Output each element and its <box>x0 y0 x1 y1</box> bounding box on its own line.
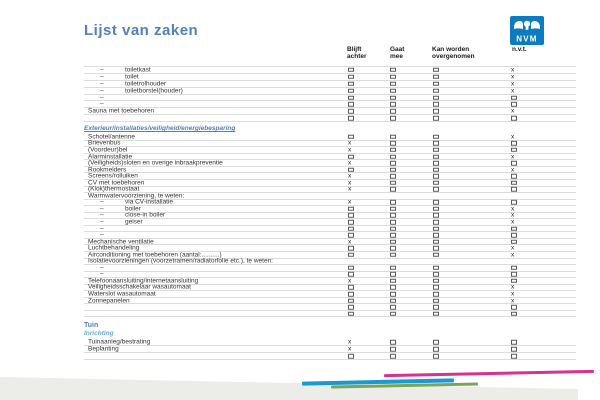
column-header-gaat-mee: Gaat mee <box>390 46 405 60</box>
checkbox[interactable] <box>390 75 396 80</box>
section-rows <box>84 66 576 122</box>
checkbox[interactable] <box>348 167 354 172</box>
section-header: Exterieur/installaties/veiligheid/energiebesparing <box>84 125 236 133</box>
checkbox[interactable] <box>433 187 439 192</box>
checkbox[interactable] <box>390 233 396 238</box>
checkbox[interactable] <box>348 252 354 257</box>
checkbox[interactable] <box>511 279 517 284</box>
checkbox[interactable] <box>390 116 396 121</box>
checkbox[interactable] <box>390 305 396 310</box>
checkbox[interactable] <box>348 292 354 297</box>
table <box>84 66 576 360</box>
checkbox[interactable] <box>511 311 517 316</box>
checkbox[interactable] <box>390 354 396 359</box>
table-row <box>84 101 576 108</box>
checkbox[interactable] <box>511 266 517 271</box>
row-dash: – <box>100 80 104 88</box>
row-label: CV met toebehoren <box>88 179 145 187</box>
checkbox[interactable] <box>348 354 354 359</box>
row-label: Luchtbehandeling <box>88 244 140 252</box>
checkbox[interactable] <box>348 135 354 140</box>
checkbox[interactable] <box>390 272 396 277</box>
checkbox[interactable] <box>348 246 354 251</box>
row-dash: – <box>100 100 104 108</box>
checkbox-x-mark[interactable]: x <box>511 73 515 81</box>
checkbox-x-mark[interactable]: x <box>511 297 515 305</box>
row-label: (Klok)thermostaat <box>88 185 140 193</box>
table-row <box>84 311 576 318</box>
row-label: geiser <box>125 218 143 226</box>
checkbox-x-mark[interactable]: x <box>511 244 515 252</box>
row-label: toilet <box>125 73 139 81</box>
checkbox[interactable] <box>390 167 396 172</box>
table-row <box>84 95 576 102</box>
checkbox-x-mark[interactable]: x <box>348 172 352 180</box>
row-label: toiletrolhouder <box>125 80 167 88</box>
row-label: via CV-installatie <box>125 198 174 206</box>
checkbox[interactable] <box>390 340 396 345</box>
table-row <box>84 108 576 115</box>
checkbox[interactable] <box>348 75 354 80</box>
checkbox[interactable] <box>433 252 439 257</box>
checkbox[interactable] <box>390 154 396 159</box>
checkbox[interactable] <box>348 305 354 310</box>
checkbox-x-mark[interactable]: x <box>348 338 352 346</box>
checkbox[interactable] <box>348 116 354 121</box>
row-label: Warmwatervoorziening, te weten: <box>88 192 185 200</box>
checkbox[interactable] <box>433 180 439 185</box>
checkbox[interactable] <box>390 109 396 114</box>
checkbox[interactable] <box>511 95 517 100</box>
checkbox[interactable] <box>390 347 396 352</box>
checkbox[interactable] <box>433 207 439 212</box>
checkbox[interactable] <box>433 292 439 297</box>
checkbox[interactable] <box>433 354 439 359</box>
checkbox[interactable] <box>390 180 396 185</box>
checkbox[interactable] <box>433 88 439 93</box>
checkbox[interactable] <box>390 161 396 166</box>
checkbox[interactable] <box>348 233 354 238</box>
checkbox[interactable] <box>390 252 396 257</box>
checkbox[interactable] <box>433 95 439 100</box>
row-label: (Voordeur)bel <box>88 146 128 154</box>
checkbox[interactable] <box>511 354 517 359</box>
checkbox[interactable] <box>511 340 517 345</box>
row-label: toiletborstel(houder) <box>125 87 183 95</box>
row-label: Telefoonaansluiting/internetaansluiting <box>88 277 199 285</box>
checkbox[interactable] <box>390 102 396 107</box>
checkbox[interactable] <box>390 88 396 93</box>
row-label: (Veiligheids)sloten en overige inbraakpreventie <box>88 159 223 167</box>
checkbox[interactable] <box>511 141 517 146</box>
checkbox[interactable] <box>390 148 396 153</box>
checkbox[interactable] <box>433 102 439 107</box>
checkbox-x-mark[interactable]: x <box>511 166 515 174</box>
checkbox[interactable] <box>433 174 439 179</box>
checkbox[interactable] <box>433 285 439 290</box>
table-row <box>84 115 576 122</box>
checkbox[interactable] <box>511 174 517 179</box>
checkbox[interactable] <box>348 226 354 231</box>
checkbox[interactable] <box>511 226 517 231</box>
row-label: toiletkast <box>125 66 151 74</box>
checkbox[interactable] <box>433 161 439 166</box>
checkbox[interactable] <box>348 285 354 290</box>
checkbox[interactable] <box>433 68 439 73</box>
checkbox[interactable] <box>433 239 439 244</box>
row-dash: – <box>100 66 104 74</box>
checkbox[interactable] <box>348 220 354 225</box>
row-label: Beplanting <box>88 345 119 353</box>
section-rows <box>84 134 576 317</box>
table-section <box>84 322 576 360</box>
checkbox[interactable] <box>433 266 439 271</box>
checkbox[interactable] <box>433 167 439 172</box>
checkbox-x-mark[interactable]: x <box>348 345 352 353</box>
checkbox[interactable] <box>390 220 396 225</box>
checkbox[interactable] <box>433 75 439 80</box>
row-label: Sauna met toebehoren <box>88 107 155 115</box>
checkbox[interactable] <box>511 272 517 277</box>
checkbox-x-mark[interactable]: x <box>511 80 515 88</box>
checkbox[interactable] <box>511 305 517 310</box>
checkbox[interactable] <box>390 279 396 284</box>
page-title: Lijst van zaken <box>84 22 199 39</box>
checkbox[interactable] <box>433 311 439 316</box>
table-section <box>84 125 576 317</box>
table-row <box>84 67 576 74</box>
checkbox[interactable] <box>433 305 439 310</box>
checkbox[interactable] <box>390 95 396 100</box>
checkbox-x-mark[interactable]: x <box>348 185 352 193</box>
row-label: Mechanische ventilatie <box>88 238 154 246</box>
table-section <box>84 66 576 122</box>
checkbox[interactable] <box>348 95 354 100</box>
checkbox[interactable] <box>390 239 396 244</box>
checkbox[interactable] <box>348 154 354 159</box>
row-dash: – <box>100 73 104 81</box>
checkbox-x-mark[interactable]: x <box>348 277 352 285</box>
checkbox-x-mark[interactable]: x <box>511 107 515 115</box>
row-dash: – <box>100 94 104 101</box>
checkbox[interactable] <box>348 266 354 271</box>
checkbox-x-mark[interactable]: x <box>511 218 515 226</box>
checkbox[interactable] <box>433 213 439 218</box>
checkbox[interactable] <box>433 220 439 225</box>
checkbox[interactable] <box>348 81 354 86</box>
checkbox[interactable] <box>433 148 439 153</box>
column-header-blijft-achter: Blijft achter <box>347 46 367 60</box>
checkbox[interactable] <box>433 116 439 121</box>
checkbox[interactable] <box>390 292 396 297</box>
row-label: Tuinaanleg/bestrating <box>88 338 151 346</box>
checkbox[interactable] <box>390 213 396 218</box>
row-label: Veiligheidsschakelaar wasautomaat <box>88 283 191 291</box>
row-label: Isolatievoorzieningen (voorzetramen/radiatorfolie etc.), te weten: <box>88 257 273 265</box>
row-label: Schotel/antenne <box>88 133 135 141</box>
checkbox[interactable] <box>348 102 354 107</box>
row-dash: – <box>100 211 104 219</box>
checkbox[interactable] <box>433 298 439 303</box>
row-label: Airconditioning met toebehoren (aantal:..........) <box>88 251 222 259</box>
checkbox[interactable] <box>433 233 439 238</box>
checkbox[interactable] <box>433 141 439 146</box>
checkbox[interactable] <box>348 207 354 212</box>
checkbox[interactable] <box>433 81 439 86</box>
checkbox[interactable] <box>390 298 396 303</box>
checkbox[interactable] <box>511 116 517 121</box>
section-header: Tuin <box>84 322 99 330</box>
table-row <box>84 88 576 95</box>
checkbox[interactable] <box>348 311 354 316</box>
row-dash: – <box>100 270 104 278</box>
checkbox[interactable] <box>511 233 517 238</box>
checkbox-x-mark[interactable]: x <box>348 238 352 246</box>
checkbox[interactable] <box>390 207 396 212</box>
checkbox-x-mark[interactable]: x <box>348 198 352 206</box>
checkbox[interactable] <box>511 161 517 166</box>
row-label: boiler <box>125 205 141 213</box>
checkbox[interactable] <box>433 135 439 140</box>
checkbox[interactable] <box>348 68 354 73</box>
checkbox[interactable] <box>390 200 396 205</box>
row-label: Waterslot wasautomaat <box>88 290 156 298</box>
checkbox-x-mark[interactable]: x <box>511 153 515 161</box>
checkbox[interactable] <box>433 246 439 251</box>
row-label: Screens/rolluiken <box>88 172 138 180</box>
table-row <box>84 346 576 353</box>
checkbox[interactable] <box>390 81 396 86</box>
checkbox[interactable] <box>433 109 439 114</box>
checkbox[interactable] <box>348 213 354 218</box>
table-row <box>84 353 576 360</box>
table-row <box>84 339 576 346</box>
checkbox-x-mark[interactable]: x <box>348 146 352 154</box>
checkbox[interactable] <box>433 347 439 352</box>
checkbox-x-mark[interactable]: x <box>348 139 352 147</box>
checkbox[interactable] <box>511 347 517 352</box>
checkbox[interactable] <box>390 246 396 251</box>
row-dash: – <box>100 264 104 272</box>
row-label: Alarminstallatie <box>88 153 133 161</box>
checkbox[interactable] <box>348 298 354 303</box>
checkbox[interactable] <box>433 340 439 345</box>
row-dash: – <box>100 198 104 206</box>
checkbox[interactable] <box>433 154 439 159</box>
checkbox[interactable] <box>511 239 517 244</box>
checkbox[interactable] <box>433 279 439 284</box>
row-label: Zonnepanelen <box>88 297 130 305</box>
checkbox[interactable] <box>390 68 396 73</box>
checkbox-x-mark[interactable]: x <box>511 251 515 259</box>
section-rows <box>84 339 576 360</box>
checkbox[interactable] <box>390 187 396 192</box>
row-dash: – <box>100 205 104 213</box>
checkbox-x-mark[interactable]: x <box>348 179 352 187</box>
row-dash: – <box>100 218 104 226</box>
row-label: Rookmelders <box>88 166 127 174</box>
checkbox[interactable] <box>511 200 517 205</box>
checkbox[interactable] <box>511 180 517 185</box>
checkbox-x-mark[interactable]: x <box>511 283 515 291</box>
checkbox[interactable] <box>348 272 354 277</box>
checkbox[interactable] <box>390 174 396 179</box>
checkbox[interactable] <box>390 141 396 146</box>
checkbox[interactable] <box>433 272 439 277</box>
checkbox[interactable] <box>348 88 354 93</box>
checkbox[interactable] <box>390 226 396 231</box>
checkbox[interactable] <box>511 102 517 107</box>
checkbox-x-mark[interactable]: x <box>511 211 515 219</box>
nvm-logo <box>509 16 545 46</box>
row-label: Brievenbus <box>88 139 121 147</box>
section-header: Inrichting <box>84 330 114 338</box>
checkbox-x-mark[interactable]: x <box>511 87 515 95</box>
brand-stripe-magenta <box>384 370 594 377</box>
checkbox[interactable] <box>433 200 439 205</box>
checkbox[interactable] <box>511 187 517 192</box>
checkbox[interactable] <box>390 135 396 140</box>
checkbox-x-mark[interactable]: x <box>511 290 515 298</box>
nvm-logo-text: NVM <box>516 34 538 44</box>
row-label: close-in boiler <box>125 211 166 219</box>
checkbox[interactable] <box>390 285 396 290</box>
checkbox-x-mark[interactable]: x <box>511 133 515 141</box>
row-dash: – <box>100 87 104 95</box>
checkbox-x-mark[interactable]: x <box>511 66 515 74</box>
column-header-nvt: n.v.t. <box>512 46 527 53</box>
row-dash: – <box>100 225 104 233</box>
column-header-kan-worden-overgenomen: Kan worden overgenomen <box>432 46 475 60</box>
row-dash: – <box>100 231 104 239</box>
checkbox-x-mark[interactable]: x <box>511 205 515 213</box>
checkbox-x-mark[interactable]: x <box>348 159 352 167</box>
checkbox[interactable] <box>348 109 354 114</box>
checkbox[interactable] <box>390 266 396 271</box>
checkbox[interactable] <box>390 311 396 316</box>
checkbox[interactable] <box>511 148 517 153</box>
checkbox[interactable] <box>433 226 439 231</box>
